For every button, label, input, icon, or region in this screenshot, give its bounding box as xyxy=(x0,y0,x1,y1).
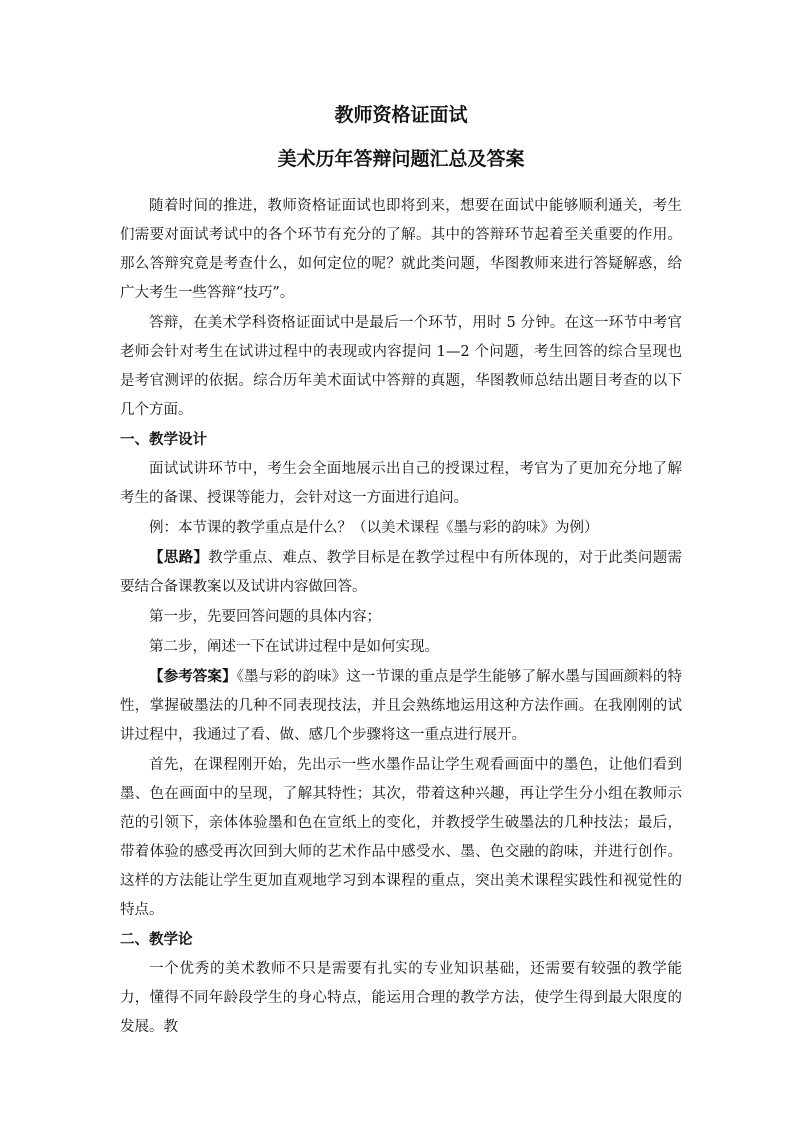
thinking-label: 【思路】 xyxy=(149,550,209,566)
document-page xyxy=(120,98,682,1043)
intro-paragraph-1: 随着时间的推进，教师资格证面试也即将到来，想要在面试中能够顺利通关，考生们需要对面试考试中的各个环节有充分的了解。其中的答辩环节起着至关重要的作用。那么答辩究竟是考查什么，如何定位的呢？就此类问题，华图教师来进行答疑解惑，给广大考生一些答辩“技巧”。 xyxy=(120,198,682,301)
answer-paragraph xyxy=(120,663,682,750)
section2-paragraph: 一个优秀的美术教师不只是需要有扎实的专业知识基础，还需要有较强的教学能力，懂得不同年龄段学生的身心特点，能运用合理的教学方法，使学生得到最大限度的发展。教 xyxy=(120,961,682,1035)
section-heading-teaching-design: 一、教学设计 xyxy=(120,432,207,448)
answer-label: 【参考答案】 xyxy=(149,669,237,685)
document-title: 教师资格证面试 xyxy=(334,104,468,126)
document-subtitle: 美术历年答辩问题汇总及答案 xyxy=(277,148,525,170)
thinking-text: 教学重点、难点、教学目标是在教学过程中有所体现的，对于此类问题需要结合备课教案以及试讲内容做回答。 xyxy=(120,550,683,595)
step-1: 第一步，先要回答问题的具体内容； xyxy=(149,609,381,625)
section1-paragraph: 面试试讲环节中，考生会全面地展示出自己的授课过程，考官为了更加充分地了解考生的备课、授课等能力，会针对这一方面进行追问。 xyxy=(120,461,682,506)
answer-detail-paragraph: 首先，在课程刚开始，先出示一些水墨作品让学生观看画面中的墨色，让他们看到墨、色在画面中的呈现，了解其特性；其次，带着这种兴趣，再让学生分小组在教师示范的引领下，亲体体验墨和色在宣纸上的变化，并教授学生破墨法的几种技法；最后，带着体验的感受再次回到大师的艺术作品中感受水、墨、色交融的韵味，并进行创作。这样的方法能让学生更加直观地学习到本课程的重点，突出美术课程实践性和视觉性的特点。 xyxy=(120,757,682,918)
intro-paragraph-2: 答辩，在美术学科资格证面试中是最后一个环节，用时 5 分钟。在这一环节中考官老师会针对考生在试讲过程中的表现或内容提问 1—2 个问题，考生回答的综合呈现也是考官测评的依据。综合历年美术面试中答辩的真题，华图教师总结出题目考查的以下几个方面。 xyxy=(120,315,682,418)
answer-text: 《墨与彩的韵味》这一节课的重点是学生能够了解水墨与国画颜料的特性，掌握破墨法的几种不同表现技法，并且会熟练地运用这种方法作画。在我刚刚的试讲过程中，我通过了看、做、感几个步骤将这一重点进行展开。 xyxy=(120,669,682,743)
section-heading-pedagogy: 二、教学论 xyxy=(120,932,193,948)
thinking-paragraph xyxy=(120,544,682,602)
example-question: 例：本节课的教学重点是什么？（以美术课程《墨与彩的韵味》为例） xyxy=(149,520,599,536)
step-2: 第二步，阐述一下在试讲过程中是如何实现。 xyxy=(149,639,439,655)
